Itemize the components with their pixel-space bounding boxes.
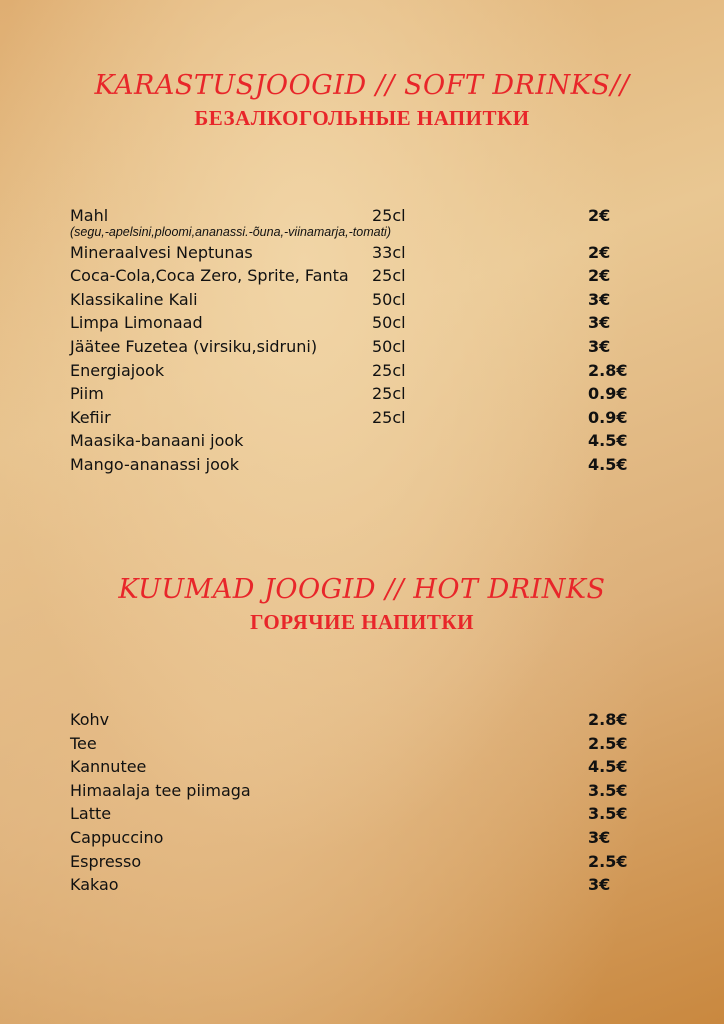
item-volume: 50cl xyxy=(372,336,406,356)
item-volume: 50cl xyxy=(372,313,406,333)
soft-drinks-title-ru: БЕЗАЛКОГОЛЬНЫЕ НАПИТКИ xyxy=(194,106,530,130)
item-price: 3€ xyxy=(588,336,611,356)
item-volume: 25cl xyxy=(372,384,406,404)
item-price: 2€ xyxy=(588,242,611,262)
item-name: Energiajook xyxy=(70,360,165,380)
soft-drinks-title-en: KARASTUSJOOGID // SOFT DRINKS// xyxy=(94,70,630,101)
item-volume: 25cl xyxy=(372,206,406,225)
menu-item xyxy=(70,875,670,899)
hot-drinks-title-en: KUUMAD JOOGID // HOT DRINKS xyxy=(118,574,606,605)
item-name: Kakao xyxy=(70,875,119,895)
menu-item xyxy=(70,804,670,828)
item-price: 3€ xyxy=(588,313,611,333)
item-name: Espresso xyxy=(70,851,142,871)
hot-drinks-menu xyxy=(70,710,670,899)
menu-item xyxy=(70,757,670,781)
item-name: Kannutee xyxy=(70,757,147,777)
item-price: 3€ xyxy=(588,827,611,847)
item-price: 3€ xyxy=(588,289,611,309)
menu-item xyxy=(70,781,670,805)
item-price: 0.9€ xyxy=(588,407,628,427)
menu-item xyxy=(70,431,670,455)
item-name: Kohv xyxy=(70,710,110,729)
menu-item xyxy=(70,337,670,361)
item-volume: 25cl xyxy=(372,266,406,286)
item-name: Klassikaline Kali xyxy=(70,289,198,309)
menu-item xyxy=(70,408,670,432)
item-volume: 25cl xyxy=(372,407,406,427)
item-name: Limpa Limonaad xyxy=(70,313,203,333)
menu-item xyxy=(70,852,670,876)
item-name: Mahl xyxy=(70,206,109,225)
item-name: Mineraalvesi Neptunas xyxy=(70,242,253,262)
menu-item xyxy=(70,734,670,758)
item-name: Himaalaja tee piimaga xyxy=(70,780,251,800)
item-volume: 50cl xyxy=(372,289,406,309)
item-price: 2.8€ xyxy=(588,710,628,729)
item-name: Coca-Cola,Coca Zero, Sprite, Fanta xyxy=(70,266,349,286)
menu-item xyxy=(70,243,670,267)
item-price: 3€ xyxy=(588,875,611,895)
item-price: 4.5€ xyxy=(588,757,628,777)
item-name: Kefiir xyxy=(70,407,111,427)
menu-item xyxy=(70,266,670,290)
menu-item xyxy=(70,384,670,408)
item-price: 3.5€ xyxy=(588,780,628,800)
item-price: 4.5€ xyxy=(588,431,628,451)
item-price: 0.9€ xyxy=(588,384,628,404)
hot-drinks-title-ru: ГОРЯЧИЕ НАПИТКИ xyxy=(250,610,474,634)
item-price: 2€ xyxy=(588,206,611,225)
menu-item xyxy=(70,313,670,337)
item-name: Mango-ananassi jook xyxy=(70,454,239,474)
item-volume: 33cl xyxy=(372,242,406,262)
item-name: Maasika-banaani jook xyxy=(70,431,244,451)
item-name: Latte xyxy=(70,804,112,824)
item-price: 3.5€ xyxy=(588,804,628,824)
menu-item xyxy=(70,455,670,479)
item-name: Cappuccino xyxy=(70,827,164,847)
item-name: Tee xyxy=(70,733,97,753)
menu-item xyxy=(70,828,670,852)
soft-drinks-menu xyxy=(70,206,670,479)
menu-item xyxy=(70,361,670,385)
item-price: 2.5€ xyxy=(588,851,628,871)
menu-item xyxy=(70,710,670,734)
menu-item xyxy=(70,290,670,314)
item-name: Piim xyxy=(70,384,104,404)
item-price: 2.8€ xyxy=(588,360,628,380)
item-note: (segu,-apelsini,ploomi,ananassi.-õuna,-viinamarja,-tomati) xyxy=(70,224,391,239)
item-volume: 25cl xyxy=(372,360,406,380)
item-price: 2.5€ xyxy=(588,733,628,753)
item-price: 2€ xyxy=(588,266,611,286)
item-price: 4.5€ xyxy=(588,454,628,474)
item-name: Jäätee Fuzetea (virsiku,sidruni) xyxy=(70,336,318,356)
